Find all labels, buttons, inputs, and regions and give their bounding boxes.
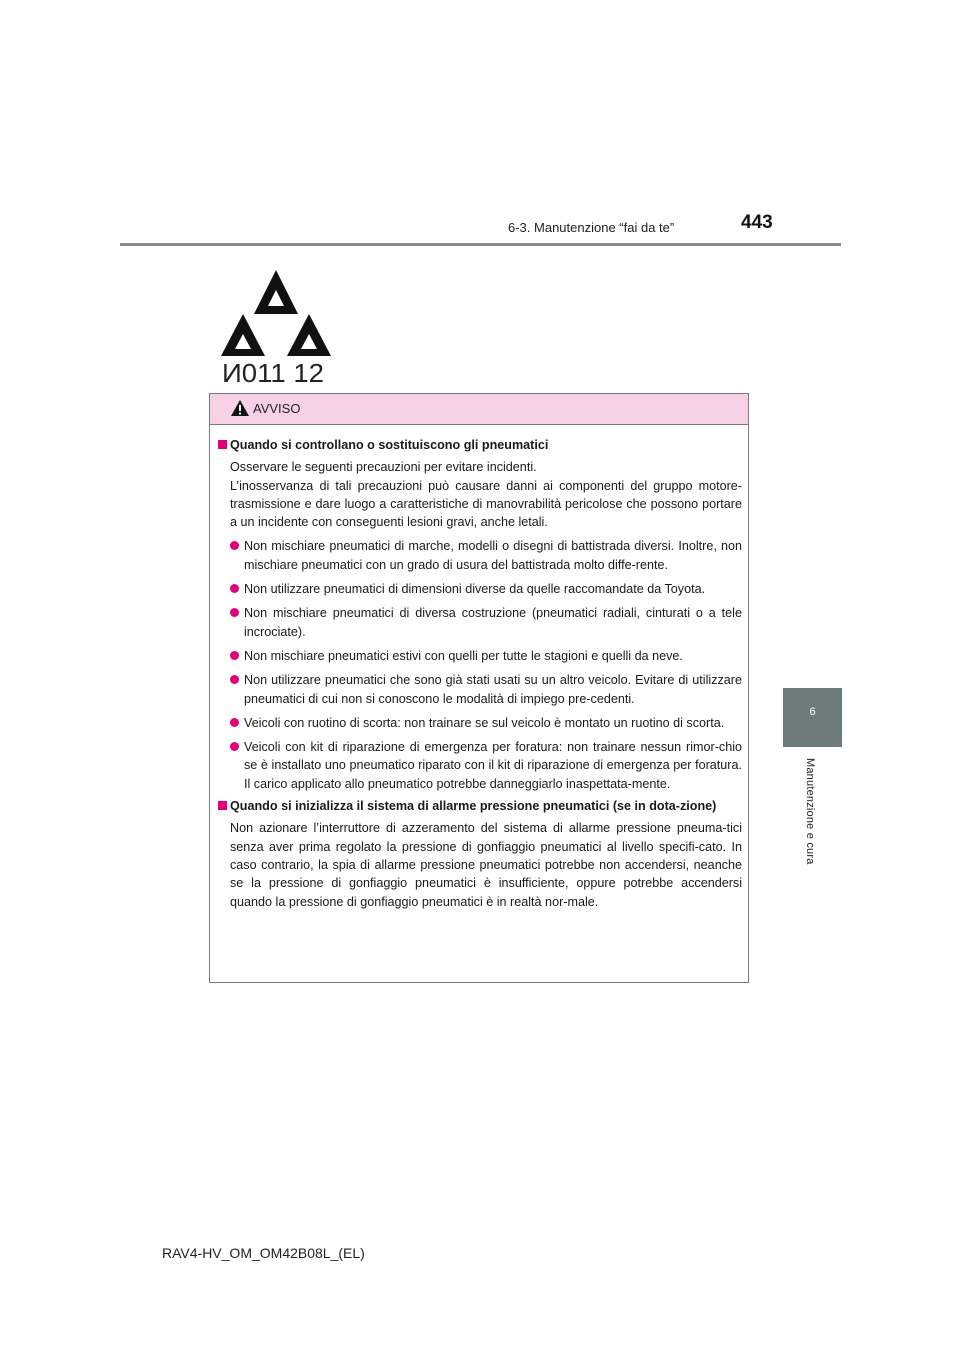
list-item: Veicoli con ruotino di scorta: non trainare se sul veicolo è montato un ruotino di scorta.	[218, 714, 742, 732]
square-bullet-icon	[218, 440, 227, 449]
list-item: Non utilizzare pneumatici di dimensioni diverse da quelle raccomandate da Toyota.	[218, 580, 742, 598]
round-bullet-icon	[230, 608, 239, 617]
list-item: Non utilizzare pneumatici che sono già stati usati su un altro veicolo. Evitare di utilizzare pneumatici di cui non si conoscono le modalità di impiego pre-cedenti.	[218, 671, 742, 708]
section-title: 6-3. Manutenzione “fai da te”	[508, 220, 675, 235]
round-bullet-icon	[230, 651, 239, 660]
warning-triangle-icon	[230, 399, 250, 417]
document-code: RAV4-HV_OM_OM42B08L_(EL)	[162, 1245, 365, 1261]
warning-content	[218, 436, 742, 911]
list-item: Non mischiare pneumatici estivi con quelli per tutte le stagioni e quelli da neve.	[218, 647, 742, 665]
paragraph: Non azionare l’interruttore di azzeramento del sistema di allarme pressione pneuma-tici senza aver prima regolato la pressione di gonfiaggio pneumatici al livello specifi-cato. In caso contrario, la spia di allarme pressione pneumatici potrebbe non accendersi, neanche se la pressione di gonfiaggio pneumatici è insufficiente, oppure potrebbe accendersi quando la pressione di gonfiaggio pneumatici è in realtà nor-male.	[230, 821, 742, 909]
list-item: Veicoli con kit di riparazione di emergenza per foratura: non trainare nessun rimor-chio se è installato uno pneumatico riparato con il kit di riparazione di emergenza per foratura. Il carico applicato allo pneumatico potrebbe danneggiarlo inaspettata-mente.	[218, 738, 742, 793]
warning-box	[209, 393, 749, 983]
round-bullet-icon	[230, 718, 239, 727]
warning-header	[210, 394, 748, 425]
round-bullet-icon	[230, 742, 239, 751]
paragraph: Osservare le seguenti precauzioni per evitare incidenti. L’inosservanza di tali precauzioni può causare danni ai componenti del gruppo motore-trasmissione e dare luogo a caratteristiche di manovrabilità pericolose che possono portare a un incidente con conseguenti lesioni gravi, anche letali.	[230, 460, 742, 530]
header-divider	[120, 243, 841, 246]
round-bullet-icon	[230, 675, 239, 684]
list-item: Non mischiare pneumatici di marche, modelli o disegni di battistrada diversi. Inoltre, non mischiare pneumatici con un grado di usura del battistrada molto diffe-rente.	[218, 537, 742, 574]
square-bullet-icon	[218, 801, 227, 810]
page-number: 443	[741, 212, 773, 233]
section-heading: Quando si controllano o sostituiscono gli pneumatici	[218, 436, 742, 454]
tire-marking-code: И011 12	[222, 358, 324, 386]
tire-marking-symbol	[218, 268, 334, 386]
round-bullet-icon	[230, 584, 239, 593]
round-bullet-icon	[230, 541, 239, 550]
chapter-label: Manutenzione e cura	[804, 758, 816, 865]
chapter-number: 6	[809, 706, 816, 718]
list-item: Non mischiare pneumatici di diversa costruzione (pneumatici radiali, cinturati o a tele incrociate).	[218, 604, 742, 641]
warning-label: AVVISO	[253, 401, 301, 416]
section-heading: Quando si inizializza il sistema di allarme pressione pneumatici (se in dota-zione)	[218, 797, 742, 815]
chapter-tab	[783, 688, 842, 747]
